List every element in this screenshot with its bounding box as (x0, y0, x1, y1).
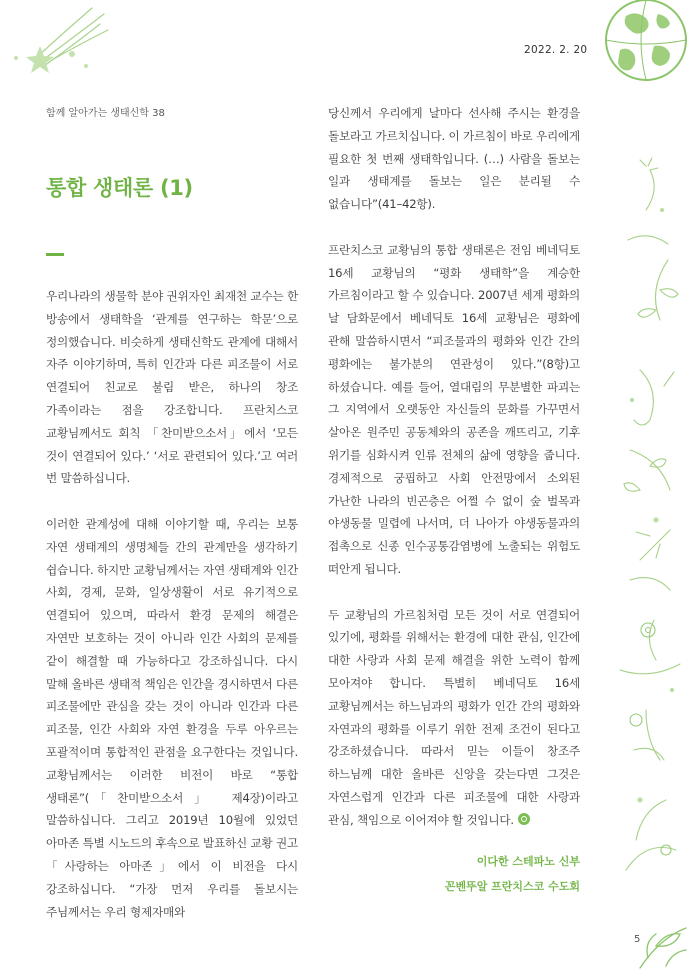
author-organization: 꼰벤뚜알 프란치스코 수도회 (444, 880, 580, 893)
right-column (328, 102, 580, 854)
title-accent-bar (46, 253, 64, 256)
paragraph-final (328, 604, 580, 832)
paragraph: 당신께서 우리에게 날마다 선사해 주시는 환경을 돌보라고 가르치십니다. 이 가르침이 바로 우리에게 필요한 첫 번째 생태학입니다. (…) 사람을 돌보는 일과 생태계를 돌보는 일은 분리될 수 없습니다”(41–42항). (328, 106, 580, 212)
article-title: 통합 생태론 (1) (46, 176, 193, 200)
bottom-corner-plant-decoration (600, 906, 688, 971)
globe-decoration (598, 0, 688, 100)
author-name: 이다한 스테파노 신부 (476, 855, 580, 868)
paragraph: 프란치스코 교황님의 통합 생태론은 전임 베네딕토 16세 교황님의 “평화 생태학”을 계승한 가르침이라고 할 수 있습니다. 2007년 세계 평화의 날 담화문에서 베네딕토 16세 교황님은 평화에 관해 말씀하시면서 “피조물과의 평화와 인간 간의 평화에는 불가분의 연관성이 있다.”(8항)고 하셨습니다. 예를 들어, 열대림의 무분별한 파괴는 그 지역에서 오랫동안 자신들의 문화를 가꾸면서 살아온 원주민 공동체와의 공존을 깨뜨리고, 기후 위기를 심화시켜 인류 전체의 삶에 영향을 줍니다. 경제적으로 궁핍하고 사회 안전망에서 소외된 가난한 나라의 빈곤층은 어쩔 수 없이 숲 벌목과 야생동물 밀렵에 나서며, 더 나아가 야생동물과의 접촉으로 신종 인수공통감염병에 노출되는 위험도 떠안게 됩니다. (328, 242, 580, 576)
shooting-star-decoration (0, 0, 110, 90)
paragraph: 우리나라의 생물학 분야 권위자인 최재천 교수는 한 방송에서 생태학을 ‘관계를 연구하는 학문’으로 정의했습니다. 비슷하게 생태신학도 관계에 대해서 자주 이야기하며, 특히 인간과 다른 피조물이 서로 연결되어 친교로 불림 받은, 하나의 창조 가족이라는 점을 강조합니다. 프란치스코 교황님께서도 회칙 「찬미받으소서」에서 ‘모든 것이 연결되어 있다.’ ‘서로 관련되어 있다.’고 여러 번 말씀하십니다. (46, 289, 298, 486)
paragraph: 이러한 관계성에 대해 이야기할 때, 우리는 보통 자연 생태계의 생명체들 간의 관계만을 생각하기 쉽습니다. 하지만 교황님께서는 자연 생태계와 인간 사회, 경제, 문화, 일상생활이 서로 유기적으로 연결되어 있으며, 따라서 환경 문제의 해결은 자연만 보호하는 것이 아니라 인간 사회의 문제를 같이 해결할 때 가능하다고 강조하십니다. 다시 말해 올바른 생태적 책임은 인간을 경시하면서 다른 피조물에만 관심을 갖는 것이 아니라 인간과 다른 피조물, 인간 사회와 자연 환경을 두루 아우르는 포괄적이며 통합적인 관점을 요구한다는 것입니다. 교황님께서는 이러한 비전이 바로 “통합 생태론”(「찬미받으소서」 제4장)이라고 말씀하십니다. 그리고 2019년 10월에 있었던 아마존 특별 시노드의 후속으로 발표하신 교황 권고 「사랑하는 아마존」에서 이 비전을 다시 강조하십니다. “가장 먼저 우리를 돌보시는 주님께서는 우리 형제자매와 (46, 516, 298, 919)
issue-date: 2022. 2. 20 (524, 44, 588, 56)
paragraph: 두 교황님의 가르침처럼 모든 것이 서로 연결되어 있기에, 평화를 위해서는 환경에 대한 관심, 인간에 대한 사랑과 사회 문제 해결을 위한 노력이 함께 모아져야 합니다. 특별히 베네딕토 16세 교황님께서는 하느님과의 평화가 인간 간의 평화와 자연과의 평화를 이루기 위한 전제 조건이 된다고 강조하셨습니다. 따라서 믿는 이들이 창조주 하느님께 대한 올바른 신앙을 갖는다면 그것은 자연스럽게 인간과 다른 피조물에 대한 사랑과 관심, 책임으로 이어져야 할 것입니다. (328, 607, 580, 827)
plants-flowers-decoration (610, 150, 688, 910)
page-number: 5 (634, 934, 641, 945)
left-column (46, 285, 298, 946)
end-mark-icon (518, 813, 530, 825)
series-label: 함께 알아가는 생태신학 38 (46, 108, 165, 119)
